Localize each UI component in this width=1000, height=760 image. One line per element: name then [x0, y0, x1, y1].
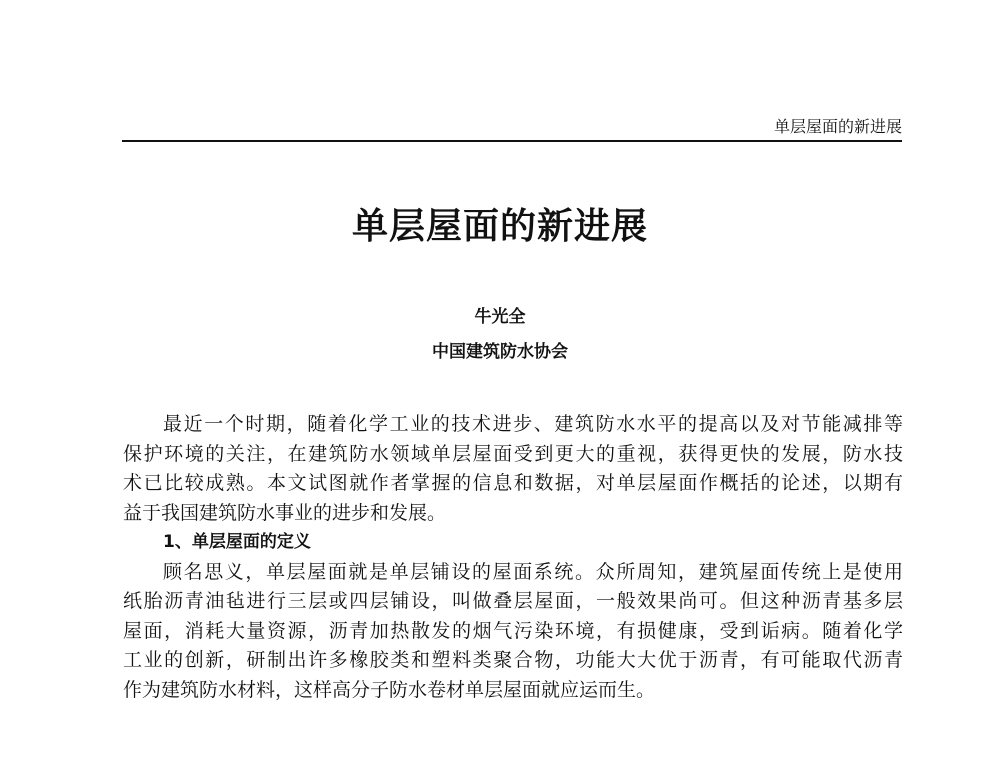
header-rule: [122, 140, 902, 142]
intro-line: 益于我国建筑防水事业的进步和发展。: [123, 501, 447, 524]
paper-title: 单层屋面的新进展: [351, 205, 648, 247]
author-name: 牛光全: [474, 307, 526, 327]
intro-line: 术已比较成熟。本文试图就作者掌握的信息和数据，对单层屋面作概括的论述，以期有: [123, 472, 903, 494]
section-line: 工业的创新，研制出许多橡胶类和塑料类聚合物，功能大大优于沥青，有可能取代沥青: [123, 649, 903, 671]
section-line: 屋面，消耗大量资源，沥青加热散发的烟气污染环境，有损健康，受到诟病。随着化学: [123, 619, 903, 642]
section-heading: 1、单层屋面的定义: [163, 532, 311, 552]
section-line: 纸胎沥青油毡进行三层或四层铺设，叫做叠层屋面，一般效果尚可。但这种沥青基多层: [123, 590, 903, 612]
intro-line: 保护环境的关注，在建筑防水领域单层屋面受到更大的重视，获得更快的发展，防水技: [123, 442, 903, 465]
author-affiliation: 中国建筑防水协会: [432, 342, 568, 362]
article-body: [123, 410, 903, 705]
intro-line: 最近一个时期，随着化学工业的技术进步、建筑防水水平的提高以及对节能减排等: [163, 413, 903, 435]
section-line: 顾名思义，单层屋面就是单层铺设的屋面系统。众所周知，建筑屋面传统上是使用: [163, 560, 903, 583]
running-head: 单层屋面的新进展: [773, 117, 902, 136]
section-line: 作为建筑防水材料，这样高分子防水卷材单层屋面就应运而生。: [123, 678, 656, 701]
